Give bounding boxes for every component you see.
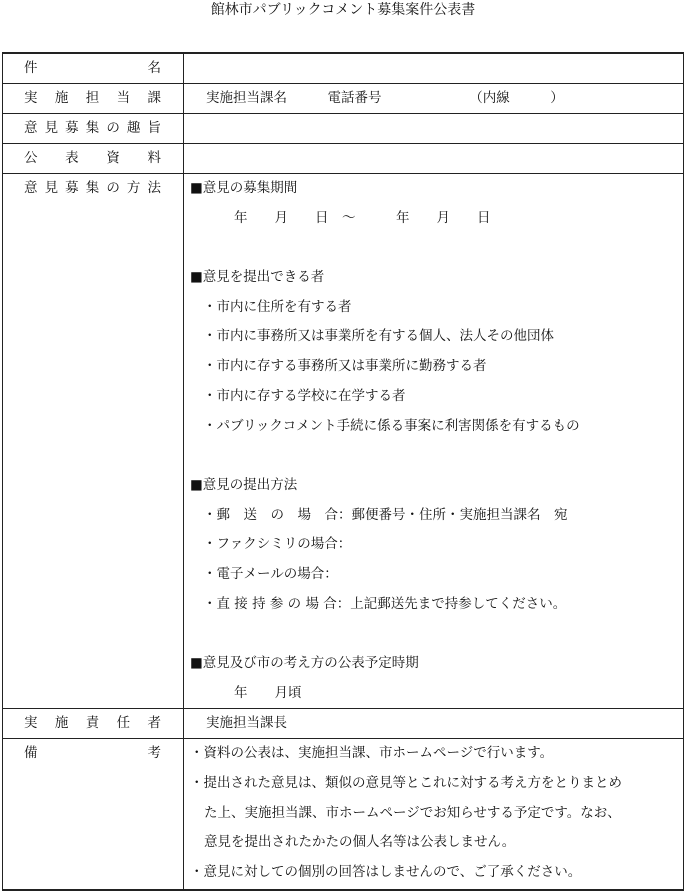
- label-cell-dept: [3, 84, 184, 114]
- note-line: 意見を提出されたかたの個人名等は公表しません。: [204, 834, 516, 851]
- how-item: ・ファクシミリの場合：: [203, 536, 352, 553]
- label-dept: 実 施 担 当 課: [24, 90, 161, 106]
- who-item: ・市内に事務所又は事業所を有する個人、法人その他団体: [203, 328, 554, 345]
- spacer: [190, 441, 683, 471]
- row-method: [3, 174, 684, 709]
- how-item: ・電子メールの場合：: [203, 565, 338, 582]
- row-responsible: [3, 709, 684, 739]
- label-responsible: 実 施 責 任 者: [24, 715, 161, 732]
- schedule-value: 年 月頃: [234, 684, 302, 701]
- row-subject: [3, 53, 684, 84]
- label-purpose: 意 見 募 集 の 趣 旨: [24, 120, 161, 136]
- row-materials: [3, 144, 684, 174]
- value-cell-subject[interactable]: [184, 53, 684, 84]
- note-line: ・資料の公表は、実施担当課、市ホームページで行います。: [190, 745, 554, 762]
- responsible-value: 実施担当課長: [206, 715, 287, 732]
- label-method: 意 見 募 集 の 方 法: [24, 180, 161, 196]
- value-cell-method[interactable]: [184, 174, 684, 709]
- who-item: ・市内に住所を有する者: [203, 298, 352, 315]
- note-line: ・意見に対しての個別の回答はしませんので、ご了承ください。: [190, 864, 582, 881]
- label-cell-subject: [3, 53, 184, 84]
- announcement-form-table: [2, 52, 684, 891]
- note-line: ・提出された意見は、類似の意見等とこれに対する考え方をとりまとめ: [190, 775, 622, 792]
- row-notes: [3, 739, 684, 891]
- method-content: [184, 174, 683, 708]
- schedule-heading: ■意見及び市の考え方の公表予定時期: [190, 655, 419, 671]
- value-cell-responsible[interactable]: [184, 709, 684, 739]
- how-item: ・直 接 持 参 の 場 合：上記郵送先まで持参してください。: [203, 595, 567, 612]
- label-materials: 公 表 資 料: [24, 150, 161, 166]
- notes-content: [184, 739, 683, 887]
- how-heading: ■意見の提出方法: [190, 476, 298, 493]
- period-value: 年 月 日 ～ 年 月 日: [234, 209, 491, 226]
- label-cell-responsible: [3, 709, 184, 739]
- label-cell-materials: [3, 144, 184, 174]
- who-item: ・市内に存する事務所又は事業所に勤務する者: [203, 358, 487, 375]
- who-item: ・パブリックコメント手続に係る事案に利害関係を有するもの: [203, 417, 580, 434]
- label-subject: 件 名: [24, 60, 161, 76]
- row-dept: [3, 84, 684, 114]
- period-heading: ■意見の募集期間: [190, 180, 298, 196]
- dept-value: 実施担当課名 電話番号 （内線 ）: [206, 90, 564, 106]
- who-heading: ■意見を提出できる者: [190, 269, 325, 286]
- spacer: [190, 233, 683, 263]
- note-line: た上、実施担当課、市ホームページでお知らせする予定です。なお、: [204, 804, 621, 821]
- how-item: ・郵 送 の 場 合：郵便番号・住所・実施担当課名 宛: [203, 506, 568, 523]
- value-cell-dept[interactable]: [184, 84, 684, 114]
- row-purpose: [3, 114, 684, 144]
- spacer: [190, 619, 683, 649]
- value-cell-purpose[interactable]: [184, 114, 684, 144]
- label-cell-method: [3, 174, 184, 709]
- value-cell-notes[interactable]: [184, 739, 684, 891]
- label-cell-notes: [3, 739, 184, 891]
- label-notes: 備 考: [24, 745, 161, 762]
- document-title: 館林市パブリックコメント募集案件公表書: [210, 2, 476, 18]
- who-item: ・市内に存する学校に在学する者: [203, 387, 406, 404]
- label-cell-purpose: [3, 114, 184, 144]
- value-cell-materials[interactable]: [184, 144, 684, 174]
